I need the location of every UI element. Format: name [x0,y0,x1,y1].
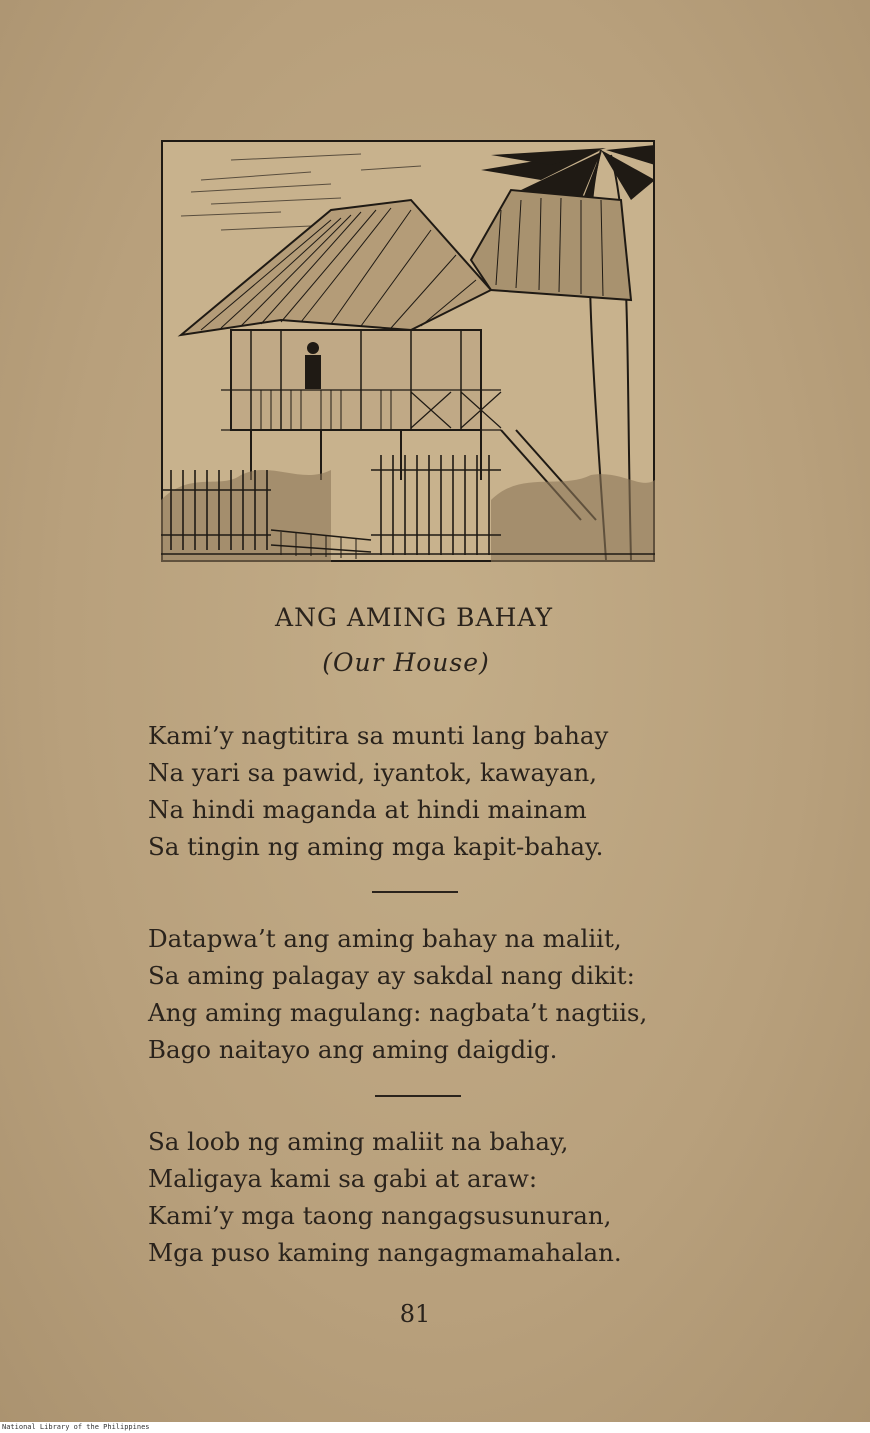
poem-line: Mga puso kaming nangagmamahalan. [148,1238,622,1267]
stanza-divider [372,891,458,893]
stanza-3 [148,1123,768,1271]
poem-line: Ang aming magulang: nagbata’t nagtiis, [148,998,648,1027]
poem-line: Maligaya kami sa gabi at araw: [148,1164,538,1193]
stanza-1 [148,717,768,865]
stanza-2 [148,920,768,1068]
poem-line: Kami’y nagtitira sa munti lang bahay [148,721,609,750]
house-illustration [161,140,655,562]
poem-line: Sa loob ng aming maliit na bahay, [148,1127,569,1156]
poem-subtitle: (Our House) [322,648,490,677]
poem-line: Datapwa’t ang aming bahay na maliit, [148,924,622,953]
poem-line: Sa tingin ng aming mga kapit-bahay. [148,832,604,861]
stanza-divider [375,1095,461,1097]
library-credit: National Library of the Philippines [2,1423,150,1431]
poem-line: Sa aming palagay ay sakdal nang dikit: [148,961,635,990]
poem-title: ANG AMING BAHAY [275,603,553,632]
page-number: 81 [399,1300,431,1328]
poem-line: Na hindi maganda at hindi mainam [148,795,587,824]
poem-line: Kami’y mga taong nangagsusunuran, [148,1201,612,1230]
poem-line: Na yari sa pawid, iyantok, kawayan, [148,758,598,787]
poem-line: Bago naitayo ang aming daigdig. [148,1035,558,1064]
